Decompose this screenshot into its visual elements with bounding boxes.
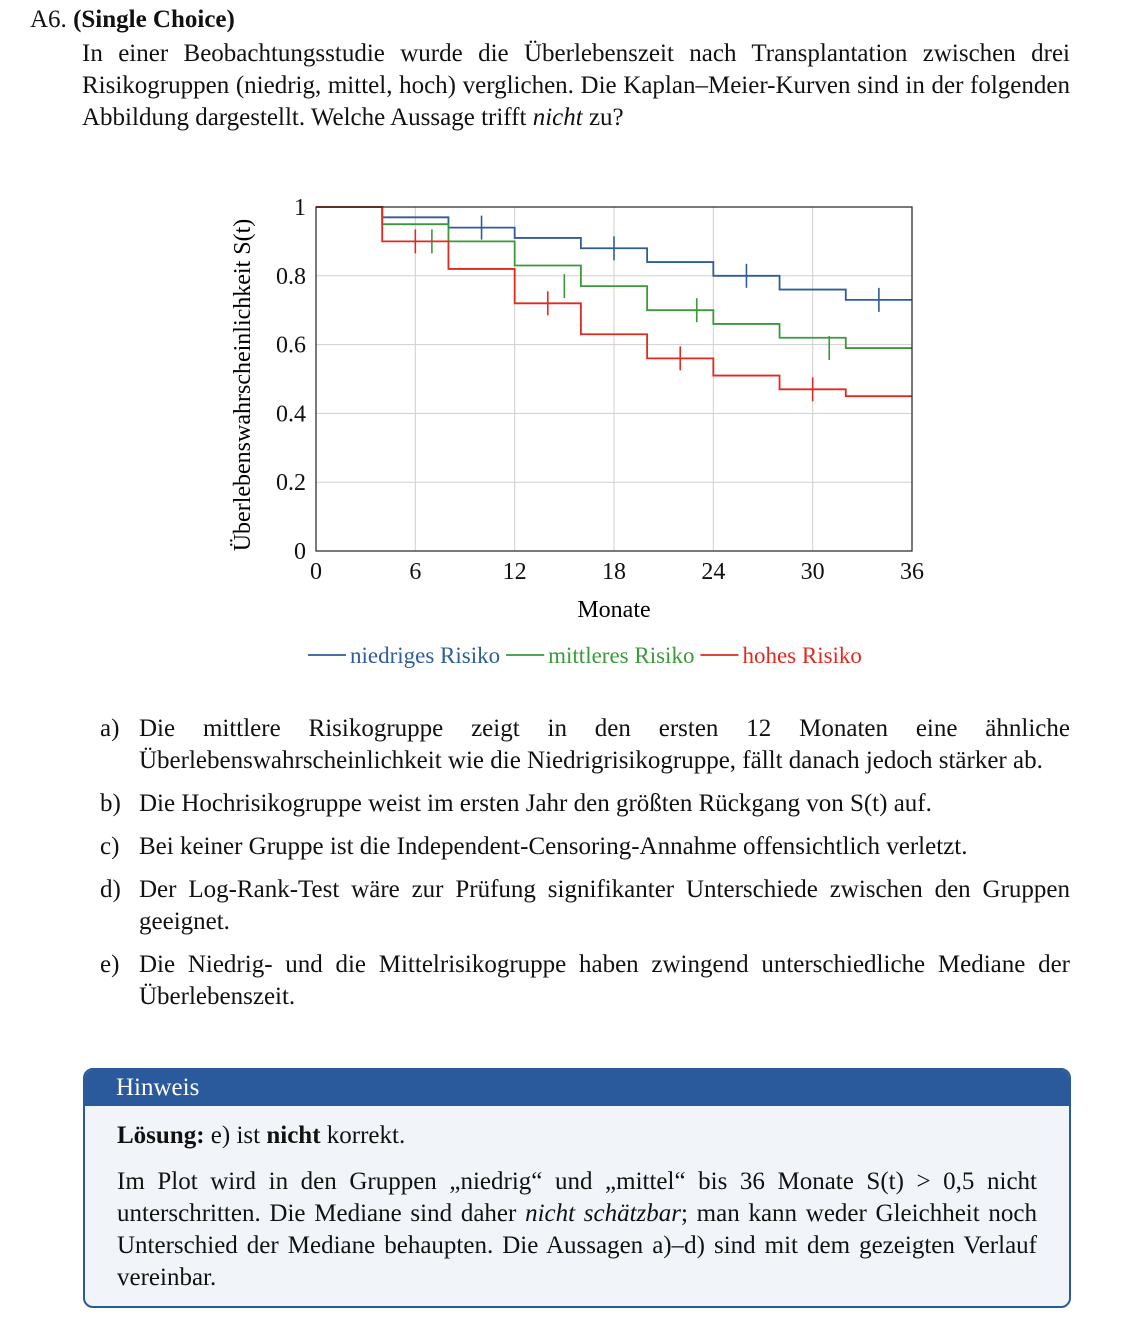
option-text: Der Log-Rank-Test wäre zur Prüfung signifikanter Unterschiede zwischen den Gruppen geeignet. [139, 876, 1070, 935]
option-b [100, 788, 1070, 820]
hint-title: Hinweis [85, 1070, 1069, 1106]
hint-explanation: Im Plot wird in den Gruppen „niedrig“ und „mittel“ bis 36 Monate S(t) > 0,5 nicht unterschritten. Die Mediane sind daher nicht schätzbar; man kann weder Gleichheit noch Unterschied der Mediane behaupten. Die Aussagen a)–d) sind mit dem gezeigten Verlauf vereinbar. [117, 1168, 1038, 1291]
option-d [100, 874, 1070, 938]
answer-options [100, 713, 1070, 1024]
option-a [100, 713, 1070, 777]
option-label: d) [100, 876, 121, 903]
option-e [100, 949, 1070, 1013]
y-tick-label: 0.2 [276, 470, 306, 497]
x-tick-label: 36 [900, 559, 924, 585]
question-emphasis: nicht [532, 104, 583, 131]
y-tick-label: 0.8 [276, 263, 306, 290]
x-axis-label: Monate [577, 597, 651, 623]
question-type: (Single Choice) [73, 6, 235, 33]
y-tick-label: 0.4 [276, 401, 306, 428]
option-text: Die Hochrisikogruppe weist im ersten Jahr den größten Rückgang von S(t) auf. [139, 790, 932, 817]
x-tick-label: 0 [310, 559, 322, 585]
option-text: Bei keiner Gruppe ist die Independent-Censoring-Annahme offensichtlich verletzt. [139, 833, 968, 860]
question-header [30, 4, 235, 36]
y-tick-label: 1 [294, 195, 306, 221]
option-label: c) [100, 833, 120, 860]
y-tick-labels [276, 195, 306, 565]
x-tick-label: 12 [502, 559, 527, 585]
x-tick-label: 18 [602, 559, 626, 585]
option-label: a) [100, 715, 120, 742]
hint-box [83, 1068, 1071, 1308]
kaplan-meier-chart [210, 175, 940, 685]
y-axis-label: Überlebenswahrscheinlichkeit S(t) [230, 218, 256, 552]
hint-body [85, 1106, 1069, 1294]
x-tick-labels [310, 559, 924, 585]
x-tick-label: 6 [409, 559, 422, 585]
x-tick-label: 30 [800, 559, 825, 585]
question-number: A6. [30, 6, 67, 33]
hint-solution: Lösung: e) ist nicht korrekt. [117, 1122, 406, 1149]
legend-label-mittleres: mittleres Risiko [548, 643, 695, 668]
y-tick-label: 0 [294, 539, 306, 565]
option-label: e) [100, 951, 120, 978]
legend-label-niedriges: niedriges Risiko [350, 643, 501, 668]
option-text: Die Niedrig- und die Mittelrisikogruppe haben zwingend unterschiedliche Mediane der Überlebenszeit. [139, 951, 1070, 1010]
option-label: b) [100, 790, 121, 817]
question-text: In einer Beobachtungsstudie wurde die Überlebenszeit nach Transplantation zwischen drei Risikogruppen (niedrig, mittel, hoch) verglichen. Die Kaplan–Meier-Kurven sind in der folgenden Abbildung dargestellt. Welche Aussage trifft nicht zu? [82, 40, 1070, 131]
option-c [100, 831, 1070, 863]
chart-legend [308, 643, 862, 668]
y-tick-label: 0.6 [276, 332, 306, 359]
x-tick-label: 24 [701, 559, 726, 585]
legend-label-hohes: hohes Risiko [742, 643, 862, 668]
option-text: Die mittlere Risikogruppe zeigt in den ersten 12 Monaten eine ähnliche Überlebenswahrscheinlichkeit wie die Niedrigrisikogruppe, fällt danach jedoch stärker ab. [139, 715, 1070, 774]
